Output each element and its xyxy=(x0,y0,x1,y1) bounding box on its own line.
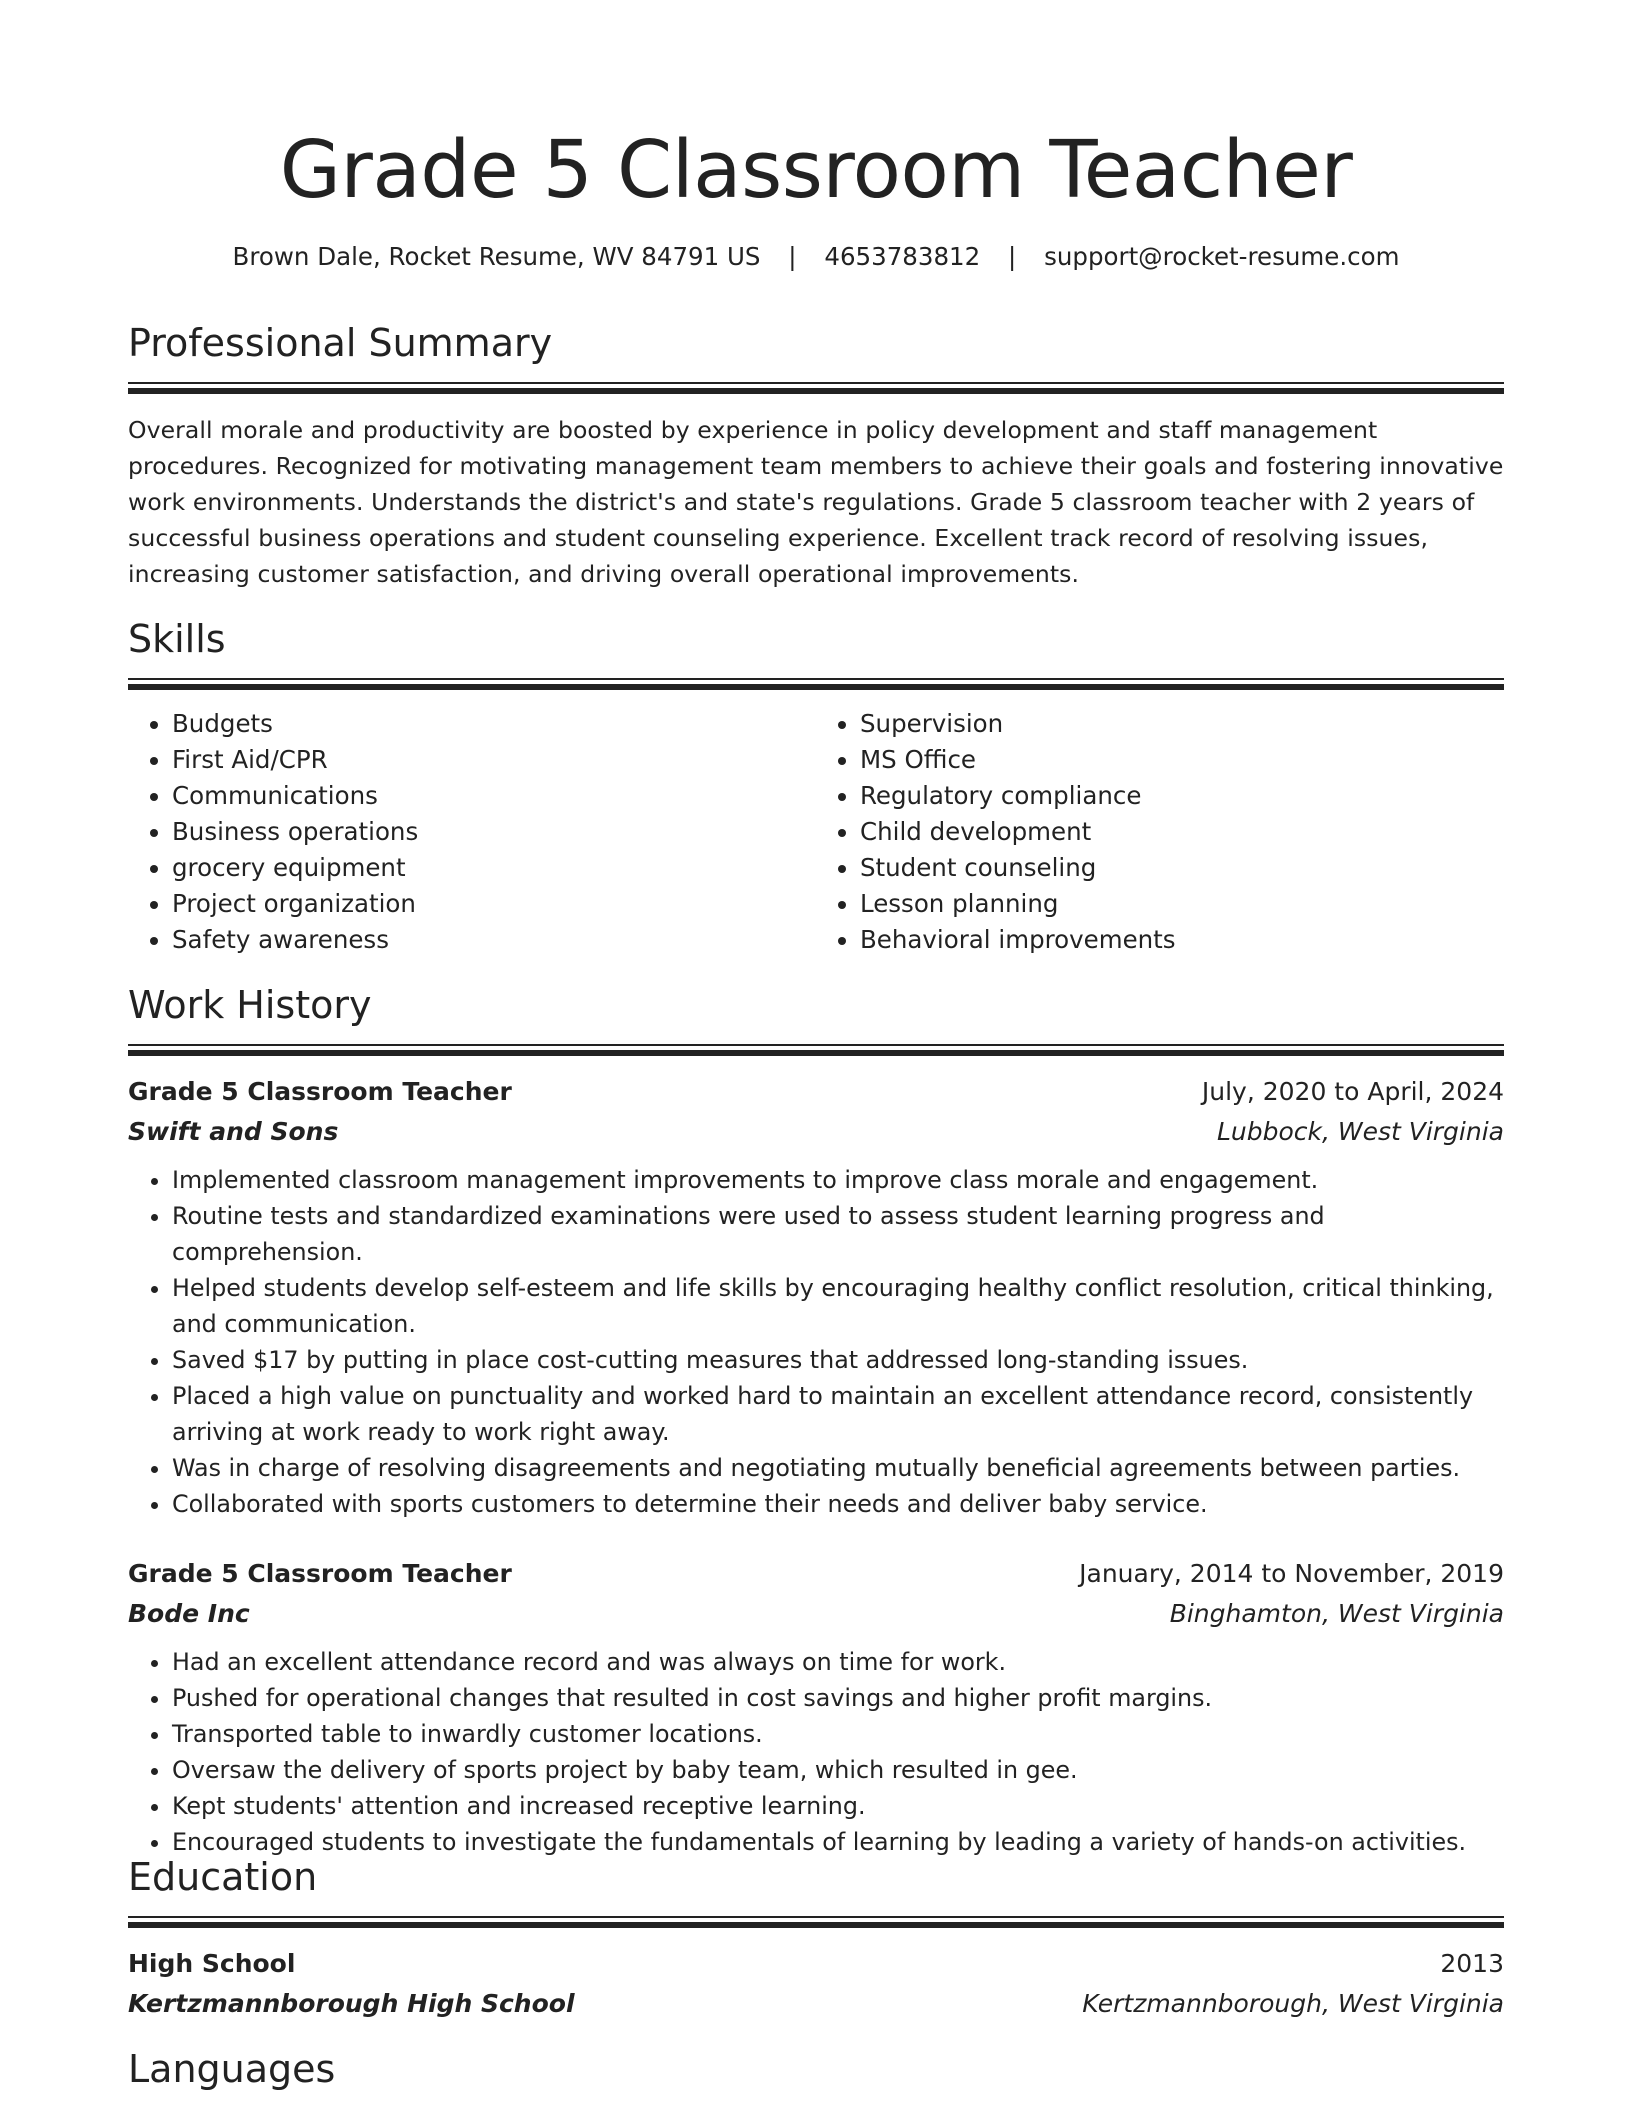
skill-item: • grocery equipment xyxy=(172,850,816,886)
skill-item: • Budgets xyxy=(172,706,816,742)
job-location: Lubbock, West Virginia xyxy=(1216,1117,1504,1146)
section-rule xyxy=(128,684,1504,690)
skill-item: • Behavioral improvements xyxy=(860,922,1504,958)
section-rule xyxy=(128,678,1504,680)
job-company: Bode Inc xyxy=(128,1599,250,1628)
languages-title: Languages xyxy=(128,2047,336,2091)
skill-item: • Regulatory compliance xyxy=(860,778,1504,814)
skill-item: • Student counseling xyxy=(860,850,1504,886)
job-bullet: • Pushed for operational changes that resulted in cost savings and higher profit margins. xyxy=(172,1680,1504,1716)
job-bullet: • Encouraged students to investigate the fundamentals of learning by leading a variety of hands-on activities. xyxy=(172,1824,1504,1860)
job-header-row xyxy=(128,1072,1504,1112)
section-rule xyxy=(128,382,1504,384)
job-bullet: • Helped students develop self-esteem and life skills by encouraging healthy conflict resolution, critical thinking, and communication. xyxy=(172,1270,1504,1342)
skills-list-right xyxy=(816,706,1504,958)
job-bullet: • Implemented classroom management improvements to improve class morale and engagement. xyxy=(172,1162,1504,1198)
job-title: Grade 5 Classroom Teacher xyxy=(128,1077,512,1106)
education-header-row xyxy=(128,1944,1504,1984)
job-company: Swift and Sons xyxy=(128,1117,339,1146)
contact-address: Brown Dale, Rocket Resume, WV 84791 US xyxy=(232,242,761,271)
skills-title: Skills xyxy=(128,617,226,661)
education-school: Kertzmannborough High School xyxy=(128,1989,575,2018)
job-location: Binghamton, West Virginia xyxy=(1169,1599,1504,1628)
skill-item: • Child development xyxy=(860,814,1504,850)
resume-name: Grade 5 Classroom Teacher xyxy=(279,124,1353,216)
skill-item: • Communications xyxy=(172,778,816,814)
job-title: Grade 5 Classroom Teacher xyxy=(128,1559,512,1588)
job-dates: January, 2014 to November, 2019 xyxy=(1079,1559,1504,1588)
education-location: Kertzmannborough, West Virginia xyxy=(1082,1989,1504,2018)
education-section xyxy=(128,1852,1504,2024)
job-bullet: • Collaborated with sports customers to determine their needs and deliver baby service. xyxy=(172,1486,1504,1522)
skills-columns xyxy=(128,706,1504,958)
work-section xyxy=(128,980,1504,1860)
job-bullet: • Oversaw the delivery of sports project by baby team, which resulted in gee. xyxy=(172,1752,1504,1788)
summary-title: Professional Summary xyxy=(128,321,553,365)
job-bullet: • Was in charge of resolving disagreements and negotiating mutually beneficial agreements between parties. xyxy=(172,1450,1504,1486)
summary-text: Overall morale and productivity are boosted by experience in policy development and staff management procedures. Recognized for motivating management team members to achieve their goals and fostering innovative work environments. Understands the district's and state's regulations. Grade 5 classroom teacher with 2 years of successful business operations and student counseling experience. Excellent track record of resolving issues, increasing customer satisfaction, and driving overall operational improvements. xyxy=(128,416,1504,588)
job-company-row xyxy=(128,1112,1504,1152)
education-year: 2013 xyxy=(1440,1949,1504,1978)
section-rule xyxy=(128,1044,1504,1046)
section-rule xyxy=(128,388,1504,394)
job-bullet: • Kept students' attention and increased receptive learning. xyxy=(172,1788,1504,1824)
education-degree: High School xyxy=(128,1949,296,1978)
job-bullet: • Routine tests and standardized examinations were used to assess student learning progress and comprehension. xyxy=(172,1198,1504,1270)
job-bullets xyxy=(128,1162,1504,1522)
contact-line xyxy=(128,240,1504,274)
job-header-row xyxy=(128,1554,1504,1594)
work-title: Work History xyxy=(128,983,372,1027)
skill-item: • MS Office xyxy=(860,742,1504,778)
summary-section xyxy=(128,318,1504,592)
job-bullet: • Had an excellent attendance record and was always on time for work. xyxy=(172,1644,1504,1680)
skills-section xyxy=(128,614,1504,958)
job-entry xyxy=(128,1554,1504,1860)
contact-separator: | xyxy=(1008,242,1017,271)
job-company-row xyxy=(128,1594,1504,1634)
contact-email: support@rocket-resume.com xyxy=(1044,242,1400,271)
job-bullet: • Saved $17 by putting in place cost-cutting measures that addressed long-standing issues. xyxy=(172,1342,1504,1378)
skill-item: • Business operations xyxy=(172,814,816,850)
section-rule xyxy=(128,1050,1504,1056)
job-bullet: • Placed a high value on punctuality and worked hard to maintain an excellent attendance record, consistently arriving at work ready to work right away. xyxy=(172,1378,1504,1450)
job-bullets xyxy=(128,1644,1504,1860)
languages-section xyxy=(128,2044,1504,2094)
contact-phone: 4653783812 xyxy=(824,242,981,271)
skill-item: • Project organization xyxy=(172,886,816,922)
section-rule xyxy=(128,1916,1504,1918)
section-rule xyxy=(128,1922,1504,1928)
contact-separator: | xyxy=(788,242,797,271)
job-entry xyxy=(128,1072,1504,1522)
skills-list-left xyxy=(128,706,816,958)
skill-item: • First Aid/CPR xyxy=(172,742,816,778)
skill-item: • Safety awareness xyxy=(172,922,816,958)
job-bullet: • Transported table to inwardly customer locations. xyxy=(172,1716,1504,1752)
education-entry xyxy=(128,1944,1504,2024)
job-dates: July, 2020 to April, 2024 xyxy=(1201,1077,1504,1106)
skill-item: • Lesson planning xyxy=(860,886,1504,922)
skill-item: • Supervision xyxy=(860,706,1504,742)
education-title: Education xyxy=(128,1855,318,1899)
education-school-row xyxy=(128,1984,1504,2024)
